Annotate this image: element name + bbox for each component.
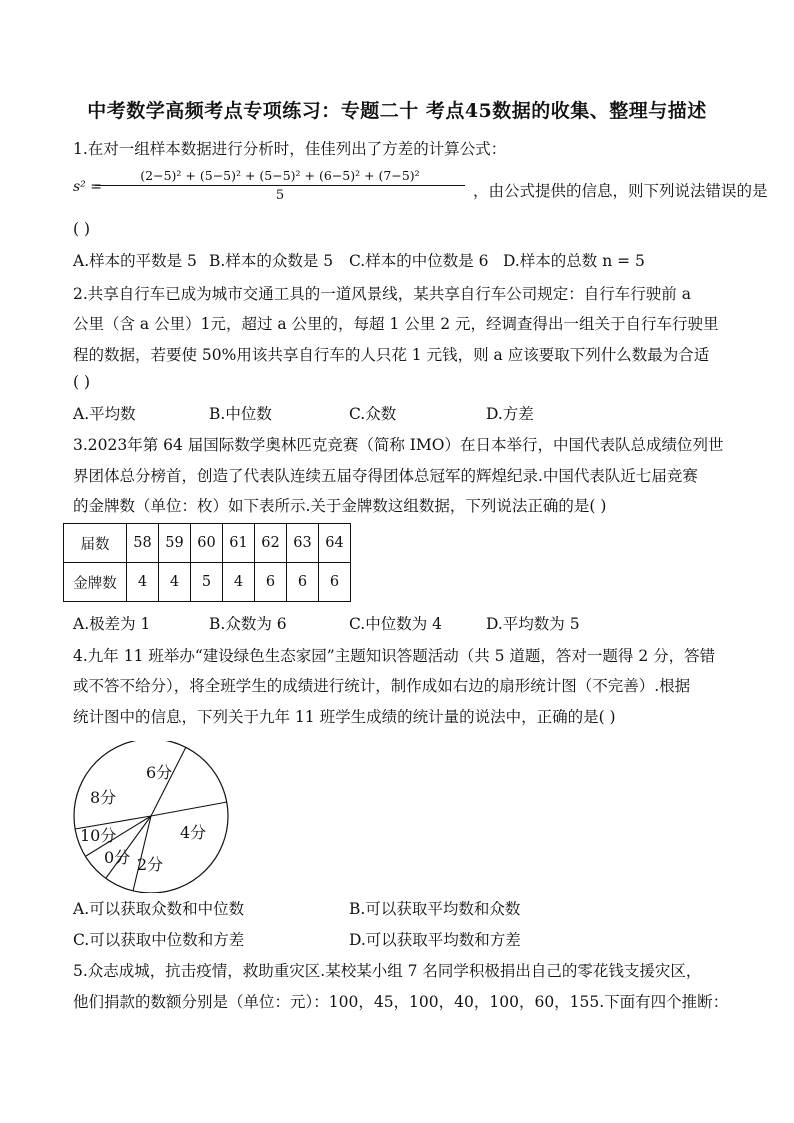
table-cell: 63 — [287, 524, 319, 563]
q4-option-a: A.可以获取众数和中位数 — [73, 900, 245, 918]
pie-label-2: 2分 — [137, 855, 164, 874]
formula-fraction — [95, 168, 465, 203]
table-row — [64, 524, 351, 563]
table-cell: 5 — [191, 563, 223, 602]
q3-option-b: B.众数为 6 — [209, 615, 287, 633]
pie-label-6: 6分 — [146, 763, 173, 782]
table-header-cell: 届数 — [64, 524, 127, 563]
pie-label-8: 8分 — [90, 788, 117, 807]
q1-paren: ( ) — [73, 220, 91, 238]
q2-line-2: 公里（含 a 公里）1元，超过 a 公里的，每超 1 公里 2 元，经调查得出一组关于自行车行驶里 — [73, 315, 719, 333]
table-cell: 4 — [127, 563, 159, 602]
table-cell: 60 — [191, 524, 223, 563]
table-row — [64, 563, 351, 602]
formula-numerator: (2−5)² + (5−5)² + (5−5)² + (6−5)² + (7−5)² — [95, 168, 465, 186]
formula-lhs: s² = — [73, 179, 102, 195]
q1-option-b: B.样本的众数是 5 — [209, 252, 334, 270]
variance-formula — [73, 168, 768, 212]
q2-option-d: D.方差 — [486, 405, 534, 423]
q2-line-3: 程的数据，若要使 50%用该共享自行车的人只花 1 元钱，则 a 应该要取下列什么数最为合适 — [73, 346, 710, 364]
q3-option-d: D.平均数为 5 — [486, 615, 580, 633]
medal-table — [63, 523, 351, 602]
table-cell: 6 — [319, 563, 351, 602]
q2-option-b: B.中位数 — [209, 405, 272, 423]
q4-option-c: C.可以获取中位数和方差 — [73, 931, 245, 949]
q1-stem-after: ，由公式提供的信息，则下列说法错误的是 — [473, 182, 768, 200]
pie-divider — [151, 802, 227, 816]
q2-line-1: 2.共享自行车已成为城市交通工具的一道风景线，某共享自行车公司规定：自行车行驶前 a — [73, 285, 691, 303]
table-cell: 6 — [255, 563, 287, 602]
q2-option-c: C.众数 — [349, 405, 397, 423]
q2-option-a: A.平均数 — [73, 405, 136, 423]
q5-line-1: 5.众志成城，抗击疫情，救助重灾区.某校某小组 7 名同学积极捐出自己的零花钱支援灾区， — [73, 962, 702, 980]
table-cell: 62 — [255, 524, 287, 563]
q1-option-c: C.样本的中位数是 6 — [349, 252, 489, 270]
table-cell: 4 — [159, 563, 191, 602]
table-header-cell: 金牌数 — [64, 563, 127, 602]
pie-divider — [133, 816, 151, 891]
table-cell: 58 — [127, 524, 159, 563]
q4-line-3: 统计图中的信息，下列关于九年 11 班学生成绩的统计量的说法中，正确的是( ) — [73, 708, 616, 726]
table-cell: 4 — [223, 563, 255, 602]
table-cell: 61 — [223, 524, 255, 563]
table-cell: 64 — [319, 524, 351, 563]
q4-line-2: 或不答不给分），将全班学生的成绩进行统计，制作成如右边的扇形统计图（不完善）.根据 — [73, 677, 691, 695]
q1-option-d: D.样本的总数 n = 5 — [503, 252, 645, 270]
pie-label-4: 4分 — [180, 823, 207, 842]
q4-line-1: 4.九年 11 班举办“建设绿色生态家园”主题知识答题活动（共 5 道题，答对一题得 2 分，答错 — [73, 647, 716, 665]
q1-stem: 1.在对一组样本数据进行分析时，佳佳列出了方差的计算公式： — [73, 140, 507, 158]
q3-option-c: C.中位数为 4 — [349, 615, 443, 633]
table-cell: 6 — [287, 563, 319, 602]
q3-line-3: 的金牌数（单位：枚）如下表所示.关于金牌数这组数据，下列说法正确的是( ) — [73, 497, 607, 515]
q2-paren: ( ) — [73, 373, 91, 391]
pie-label-10: 10分 — [80, 826, 117, 845]
q3-option-a: A.极差为 1 — [73, 615, 151, 633]
page-title: 中考数学高频考点专项练习：专题二十 考点45数据的收集、整理与描述 — [87, 100, 707, 122]
table-cell: 59 — [159, 524, 191, 563]
q4-option-b: B.可以获取平均数和众数 — [349, 900, 521, 918]
q3-line-1: 3.2023年第 64 届国际数学奥林匹克竞赛（简称 IMO）在日本举行，中国代表队总成绩位列世 — [73, 436, 724, 454]
pie-label-0: 0分 — [104, 848, 131, 867]
score-pie-chart — [66, 741, 238, 893]
q1-option-a: A.样本的平数是 5 — [73, 252, 197, 270]
q4-option-d: D.可以获取平均数和方差 — [349, 931, 521, 949]
formula-denominator: 5 — [275, 188, 285, 203]
q3-line-2: 界团体总分榜首，创造了代表队连续五届夺得团体总冠军的辉煌纪录.中国代表队近七届竞赛 — [73, 467, 698, 485]
q5-line-2: 他们捐款的数额分别是（单位：元）：100，45，100，40，100，60，155.下面有四个推断： — [73, 993, 729, 1011]
